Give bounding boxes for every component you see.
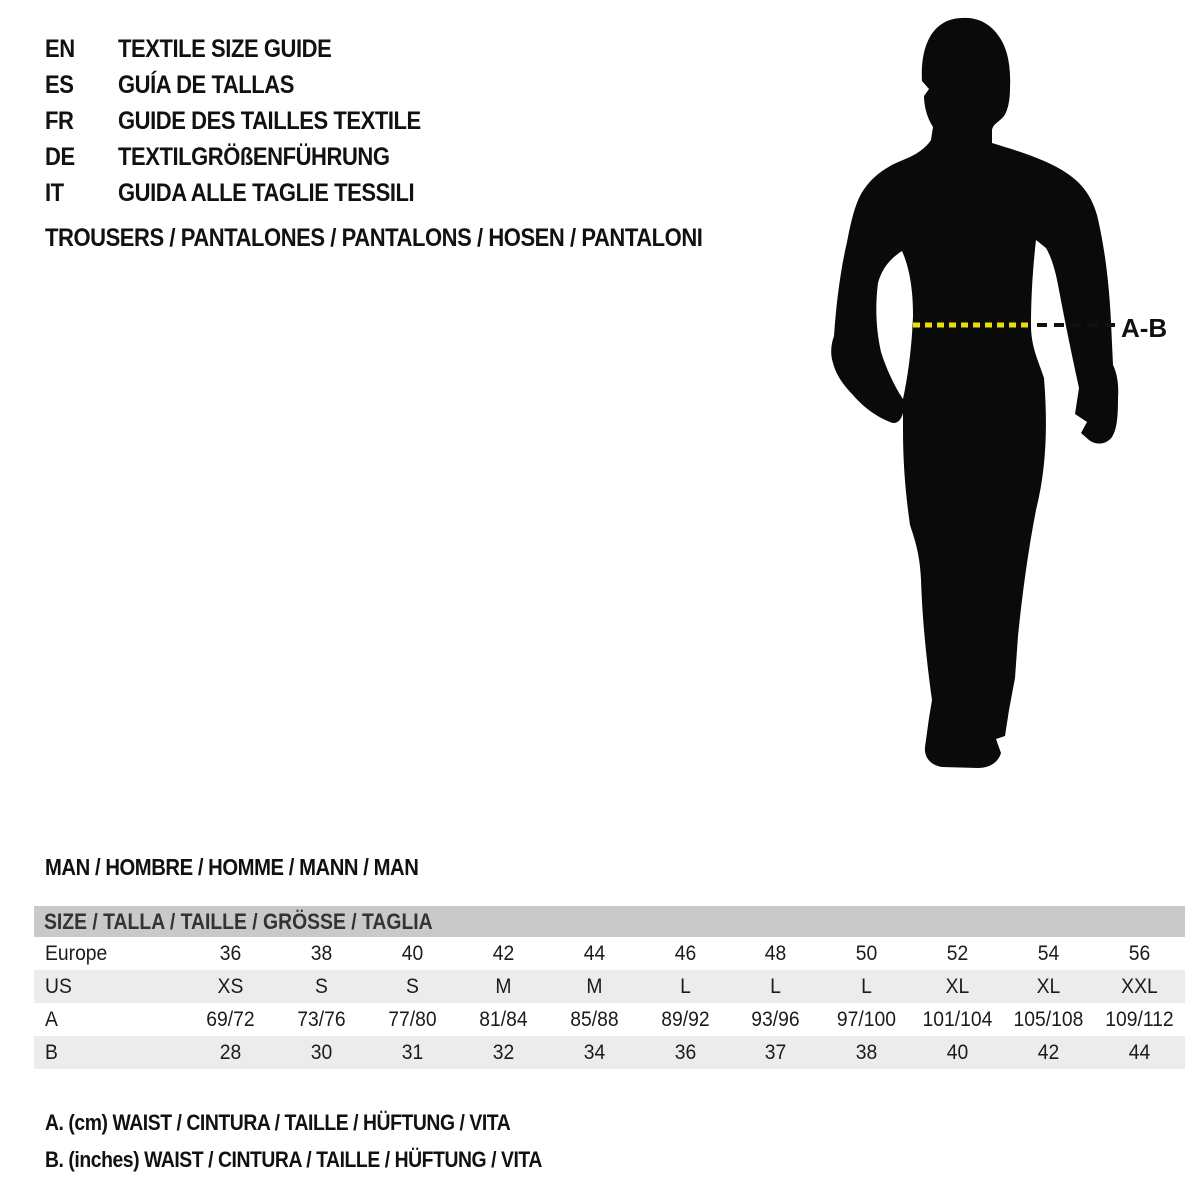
size-cell: 54: [1037, 941, 1060, 965]
size-cell: S: [314, 974, 328, 998]
language-row-en: [45, 31, 462, 67]
size-cell: 30: [310, 1040, 333, 1064]
size-cell: 73/76: [297, 1007, 346, 1031]
size-cell: 48: [765, 941, 787, 965]
size-cell: 34: [583, 1040, 605, 1064]
size-cell: 32: [492, 1040, 514, 1064]
section-title-man: MAN / HOMBRE / HOMME / MANN / MAN: [45, 854, 419, 880]
language-row-it: [45, 175, 462, 211]
man-silhouette-figure: [820, 10, 1200, 790]
size-cell: 31: [401, 1040, 424, 1064]
size-cell: 69/72: [206, 1007, 255, 1031]
language-row-es: [45, 67, 462, 103]
size-cell: 42: [492, 941, 514, 965]
size-cell: 44: [583, 941, 605, 965]
category-line: TROUSERS / PANTALONES / PANTALONS / HOSEN / PANTALONI: [45, 224, 703, 252]
row-label: Europe: [45, 941, 108, 965]
language-code: EN: [45, 34, 75, 63]
language-title: GUÍA DE TALLAS: [118, 70, 294, 99]
size-cell: 38: [310, 941, 333, 965]
language-code: IT: [45, 178, 64, 207]
language-title: GUIDA ALLE TAGLIE TESSILI: [118, 178, 415, 207]
size-cell: 105/108: [1013, 1007, 1084, 1031]
size-cell: XL: [1036, 974, 1061, 998]
size-cell: 81/84: [478, 1007, 528, 1031]
size-row-a-cm: [34, 1003, 1185, 1036]
size-cell: 52: [946, 941, 969, 965]
size-cell: L: [861, 974, 873, 998]
size-cell: 89/92: [660, 1007, 710, 1031]
size-cell: M: [495, 974, 512, 998]
language-list: [45, 31, 462, 211]
size-row-europe: [34, 937, 1185, 970]
language-title: GUIDE DES TAILLES TEXTILE: [118, 106, 421, 135]
row-label: A: [45, 1007, 58, 1031]
note-waist-cm: A. (cm) WAIST / CINTURA / TAILLE / HÜFTUNG / VITA: [45, 1110, 511, 1135]
size-cell: 38: [856, 1040, 878, 1064]
size-table: [34, 906, 1185, 1069]
language-title: TEXTILE SIZE GUIDE: [118, 34, 332, 63]
size-cell: 40: [401, 941, 424, 965]
row-label: B: [45, 1040, 58, 1064]
size-cell: 56: [1128, 941, 1151, 965]
man-silhouette: [831, 18, 1118, 768]
language-code: ES: [45, 70, 74, 99]
size-cell: 36: [674, 1040, 696, 1064]
size-cell: 109/112: [1105, 1007, 1174, 1031]
size-cell: L: [679, 974, 691, 998]
size-row-b-inches: [34, 1036, 1185, 1069]
size-cell: 28: [219, 1040, 242, 1064]
language-title: TEXTILGRÖßENFÜHRUNG: [118, 142, 390, 171]
size-table-header: SIZE / TALLA / TAILLE / GRÖSSE / TAGLIA: [34, 906, 1185, 937]
size-row-us: [34, 970, 1185, 1003]
measure-label: A-B: [1121, 313, 1168, 343]
size-cell: 37: [765, 1040, 787, 1064]
size-cell: 44: [1128, 1040, 1151, 1064]
trousers-silhouette-svg: [820, 10, 1200, 790]
size-cell: 42: [1037, 1040, 1060, 1064]
size-cell: 85/88: [569, 1007, 619, 1031]
note-waist-inches: B. (inches) WAIST / CINTURA / TAILLE / HÜFTUNG / VITA: [45, 1147, 542, 1172]
size-cell: 101/104: [922, 1007, 993, 1031]
measurement-notes: [45, 1104, 610, 1178]
size-cell: L: [770, 974, 782, 998]
size-cell: 97/100: [837, 1007, 897, 1031]
size-cell: 93/96: [751, 1007, 801, 1031]
language-row-fr: [45, 103, 462, 139]
size-cell: 36: [219, 941, 242, 965]
row-label: US: [45, 974, 72, 998]
size-cell: 77/80: [388, 1007, 437, 1031]
size-cell: 46: [674, 941, 696, 965]
language-code: DE: [45, 142, 75, 171]
language-code: FR: [45, 106, 74, 135]
size-cell: XL: [945, 974, 970, 998]
size-cell: XXL: [1121, 974, 1158, 998]
size-cell: XS: [217, 974, 244, 998]
size-cell: S: [405, 974, 419, 998]
size-cell: 40: [946, 1040, 969, 1064]
size-cell: 50: [856, 941, 878, 965]
language-row-de: [45, 139, 462, 175]
size-cell: M: [586, 974, 603, 998]
